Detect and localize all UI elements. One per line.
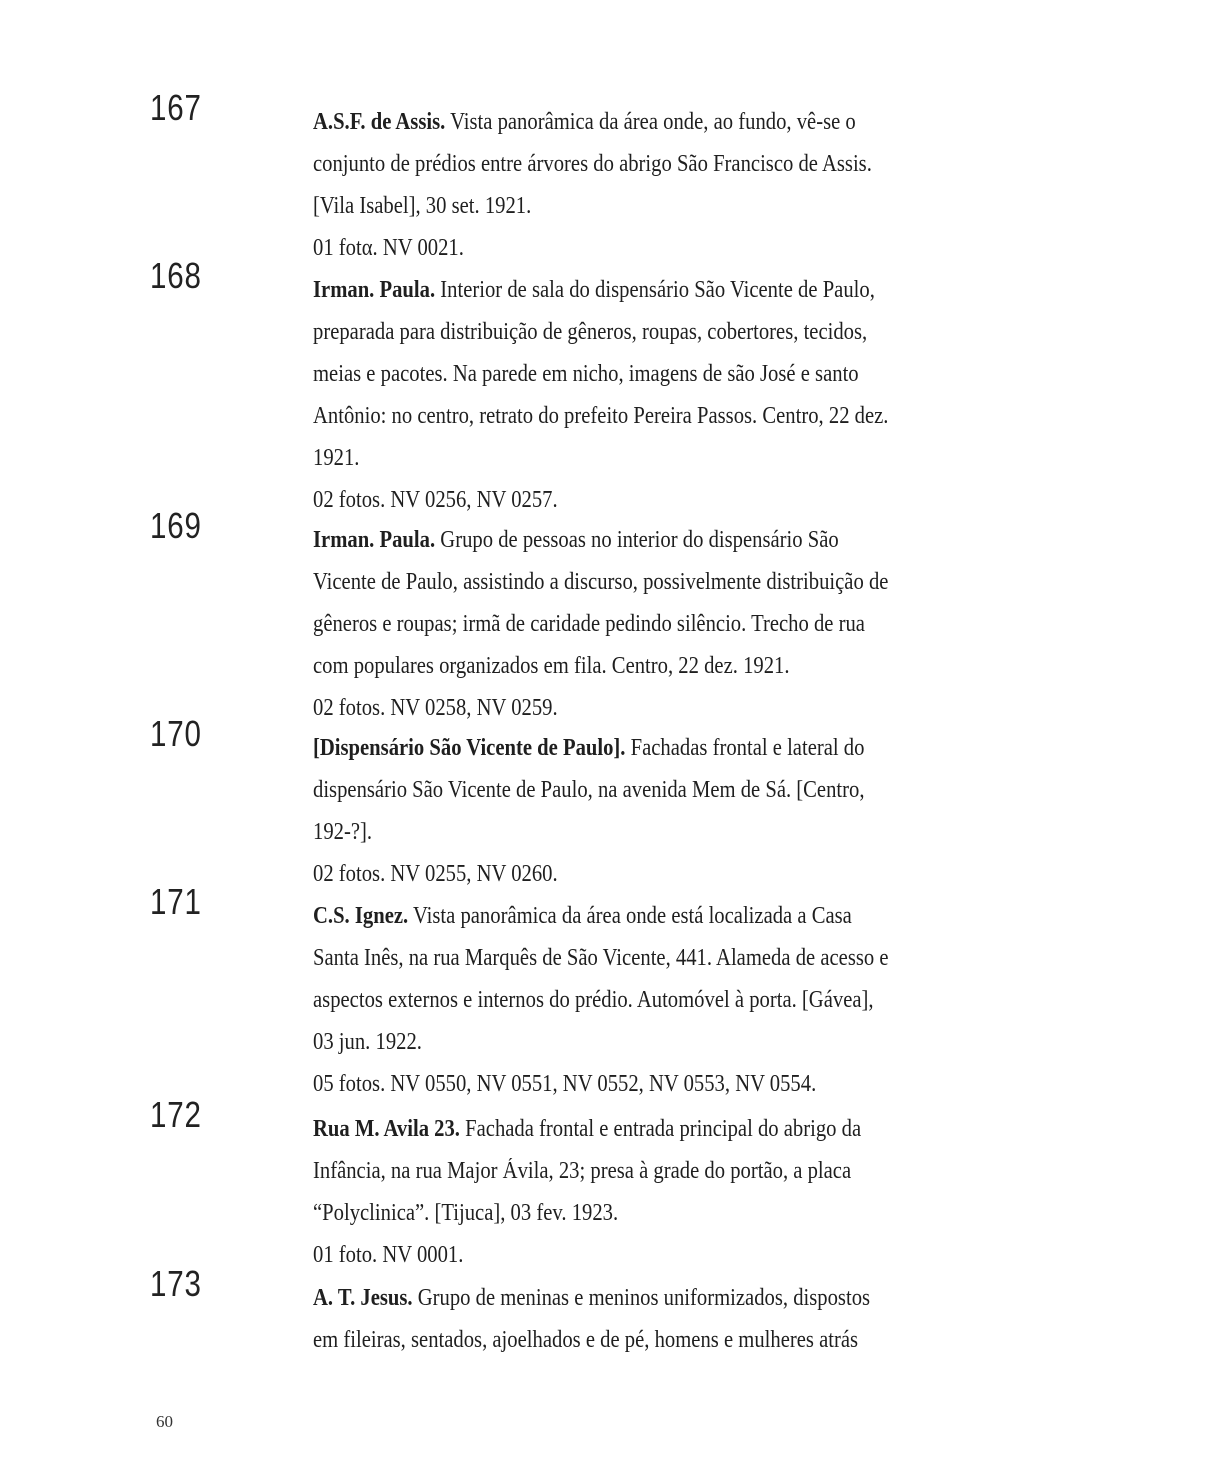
entry-number: 173 — [150, 1263, 202, 1304]
text-line — [313, 1319, 859, 1361]
line-text: gêneros e roupas; irmã de caridade pedindo silêncio. Trecho de rua — [313, 611, 865, 637]
entry-description — [313, 101, 913, 269]
entry-description — [313, 727, 913, 895]
entry-heading: A.S.F. de Assis. — [313, 109, 446, 135]
entry-heading: Irman. Paula. — [313, 527, 436, 553]
text-line — [313, 143, 872, 185]
text-line — [313, 603, 865, 645]
line-text: dispensário São Vicente de Paulo, na avenida Mem de Sá. [Centro, — [313, 777, 865, 803]
line-text: [Vila Isabel], 30 set. 1921. — [313, 193, 532, 219]
line-text: 02 fotos. NV 0255, NV 0260. — [313, 861, 558, 887]
entry-description — [313, 895, 913, 1105]
text-line — [313, 561, 889, 603]
entry-description — [313, 519, 913, 729]
text-line — [313, 1192, 829, 1234]
line-text: aspectos externos e internos do prédio. Automóvel à porta. [Gávea], — [313, 987, 874, 1013]
entry-number: 168 — [150, 255, 202, 296]
text-line — [313, 895, 852, 937]
entry-number: 167 — [150, 87, 202, 128]
text-line — [313, 185, 829, 227]
entry-description — [313, 269, 913, 521]
photo-count-line — [313, 227, 829, 269]
line-text: em fileiras, sentados, ajoelhados e de pé, homens e mulheres atrás — [313, 1327, 859, 1353]
entry-heading: Irman. Paula. — [313, 277, 436, 303]
line-text: 02 fotos. NV 0256, NV 0257. — [313, 487, 558, 513]
line-text: Antônio: no centro, retrato do prefeito Pereira Passos. Centro, 22 dez. — [313, 403, 889, 429]
line-text: Santa Inês, na rua Marquês de São Vicente, 441. Alameda de acesso e — [313, 945, 889, 971]
line-text: 05 fotos. NV 0550, NV 0551, NV 0552, NV 0553, NV 0554. — [313, 1071, 817, 1097]
text-line — [313, 937, 889, 979]
line-text: 02 fotos. NV 0258, NV 0259. — [313, 695, 558, 721]
text-line — [313, 311, 868, 353]
text-line — [313, 1108, 862, 1150]
entry-heading: A. T. Jesus. — [313, 1285, 413, 1311]
text-line — [313, 811, 829, 853]
line-text: Infância, na rua Major Ávila, 23; presa à grade do portão, a placa — [313, 1158, 852, 1184]
entry-number: 172 — [150, 1094, 202, 1135]
text-line — [313, 1277, 871, 1319]
text-line — [313, 645, 829, 687]
photo-count-line — [313, 687, 829, 729]
entry-number: 169 — [150, 505, 202, 546]
line-text: Fachada frontal e entrada principal do abrigo da — [459, 1116, 862, 1142]
text-line — [313, 727, 865, 769]
text-line — [313, 395, 889, 437]
text-line — [313, 519, 839, 561]
line-text: 01 foto. NV 0001. — [313, 1242, 464, 1268]
photo-count-line — [313, 1234, 829, 1276]
text-line — [313, 269, 875, 311]
entry-heading: Rua M. Avila 23. — [313, 1116, 460, 1142]
line-text: 03 jun. 1922. — [313, 1029, 422, 1055]
line-text: Vista panorâmica da área onde, ao fundo, vê-se o — [445, 109, 856, 135]
entry-number: 170 — [150, 713, 202, 754]
photo-count-line — [313, 1063, 829, 1105]
entry-description — [313, 1277, 913, 1361]
line-text: com populares organizados em fila. Centro, 22 dez. 1921. — [313, 653, 790, 679]
text-line — [313, 1021, 829, 1063]
entry-number: 171 — [150, 881, 202, 922]
text-line — [313, 979, 874, 1021]
line-text: Vicente de Paulo, assistindo a discurso, possivelmente distribuição de — [313, 569, 889, 595]
line-text: Interior de sala do dispensário São Vicente de Paulo, — [435, 277, 875, 303]
line-text: 1921. — [313, 445, 360, 471]
line-text: preparada para distribuição de gêneros, roupas, cobertores, tecidos, — [313, 319, 868, 345]
entry-description — [313, 1108, 913, 1276]
line-text: meias e pacotes. Na parede em nicho, imagens de são José e santo — [313, 361, 859, 387]
line-text: Grupo de meninas e meninos uniformizados, dispostos — [412, 1285, 871, 1311]
page-number: 60 — [156, 1412, 173, 1431]
text-line — [313, 769, 865, 811]
text-line — [313, 101, 856, 143]
text-line — [313, 353, 859, 395]
line-text: 01 fotα. NV 0021. — [313, 235, 464, 261]
entry-heading: [Dispensário São Vicente de Paulo]. — [313, 735, 626, 761]
line-text: Grupo de pessoas no interior do dispensário São — [435, 527, 839, 553]
photo-count-line — [313, 479, 829, 521]
line-text: Fachadas frontal e lateral do — [625, 735, 865, 761]
line-text: Vista panorâmica da área onde está localizada a Casa — [408, 903, 852, 929]
entry-heading: C.S. Ignez. — [313, 903, 409, 929]
line-text: “Polyclinica”. [Tijuca], 03 fev. 1923. — [313, 1200, 619, 1226]
line-text: 192-?]. — [313, 819, 373, 845]
line-text: conjunto de prédios entre árvores do abrigo São Francisco de Assis. — [313, 151, 872, 177]
text-line — [313, 1150, 852, 1192]
text-line — [313, 437, 829, 479]
photo-count-line — [313, 853, 829, 895]
